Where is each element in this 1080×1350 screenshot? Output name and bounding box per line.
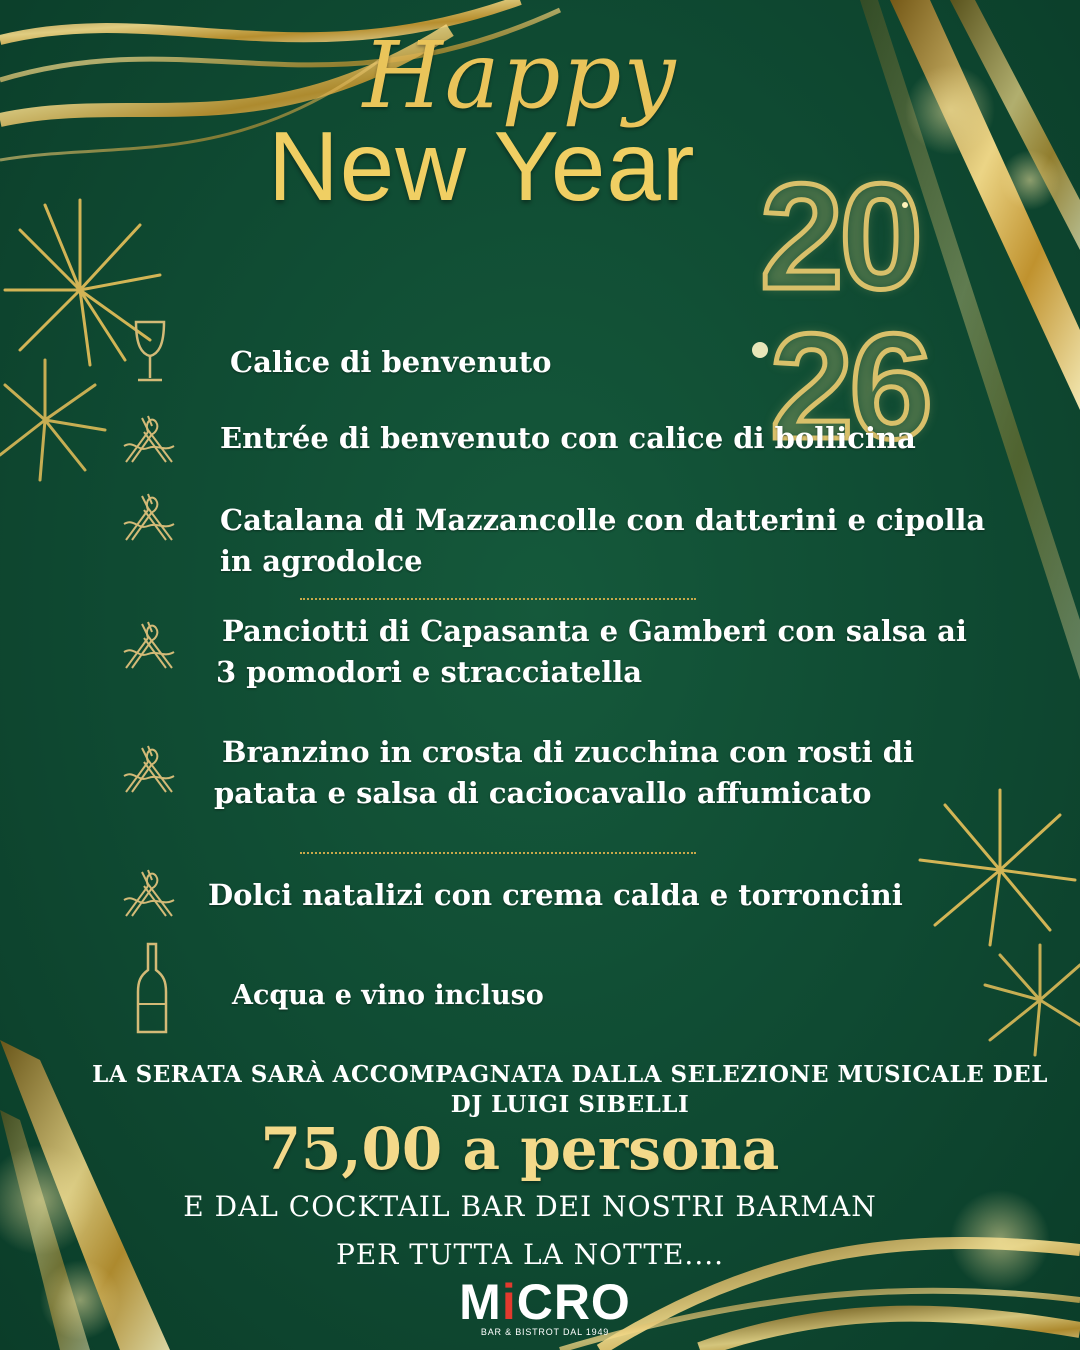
cutlery-icon [118, 866, 180, 922]
cutlery-icon [118, 412, 180, 468]
cutlery-icon [118, 742, 180, 798]
menu-item-catalana-line2: in agrodolce [220, 544, 423, 578]
menu-item-panciotti-line2: 3 pomodori e stracciatella [216, 655, 643, 689]
dotted-divider [300, 852, 696, 854]
brand-name [440, 1276, 650, 1328]
menu-item-branzino [214, 732, 914, 814]
menu-item-dolci: Dolci natalizi con crema calda e torroncini [208, 878, 903, 912]
music-note-line2: DJ LUIGI SIBELLI [450, 1091, 690, 1118]
menu-item-entree: Entrée di benvenuto con calice di bollicina [220, 421, 916, 455]
menu-item-catalana [220, 500, 985, 582]
menu-item-acqua-vino: Acqua e vino incluso [232, 980, 544, 1011]
menu-item-panciotti-line1: Panciotti di Capasanta e Gamberi con salsa ai [222, 614, 967, 648]
wine-bottle-icon [134, 942, 170, 1036]
year-top-digits: 20 [760, 152, 919, 320]
price: 75,00 a persona [260, 1115, 780, 1183]
cutlery-icon [118, 618, 180, 674]
wine-glass-icon [130, 318, 170, 388]
brand-name-dot: i [501, 1274, 517, 1330]
music-note-line1: LA SERATA SARÀ ACCOMPAGNATA DALLA SELEZIONE MUSICALE DEL [92, 1061, 1048, 1088]
firework-right-icon [920, 790, 1075, 945]
cocktail-line2: PER TUTTA LA NOTTE.... [335, 1238, 725, 1271]
cocktail-line1: E DAL COCKTAIL BAR DEI NOSTRI BARMAN [183, 1190, 877, 1223]
title-happy: Happy [362, 22, 678, 129]
menu-item-panciotti [216, 611, 967, 693]
brand-logo [440, 1276, 650, 1337]
menu-item-welcome-glass: Calice di benvenuto [230, 345, 552, 379]
menu-item-catalana-line1: Catalana di Mazzancolle con datterini e cipolla [220, 503, 986, 537]
menu-item-branzino-line1: Branzino in crosta di zucchina con rosti di [222, 735, 915, 769]
firework-left-icon [0, 360, 105, 480]
brand-name-part: M [459, 1274, 502, 1330]
brand-name-part: CRO [516, 1274, 631, 1330]
menu-item-branzino-line2: patata e salsa di caciocavallo affumicato [214, 776, 872, 810]
dotted-divider [300, 598, 696, 600]
brand-tagline: BAR & BISTROT DAL 1949 [480, 1327, 610, 1337]
year-bottom-digits: 26 [770, 302, 929, 470]
cutlery-icon [118, 490, 180, 546]
firework-bottom-right-icon [985, 945, 1080, 1055]
title-new-year: New Year [268, 111, 696, 221]
